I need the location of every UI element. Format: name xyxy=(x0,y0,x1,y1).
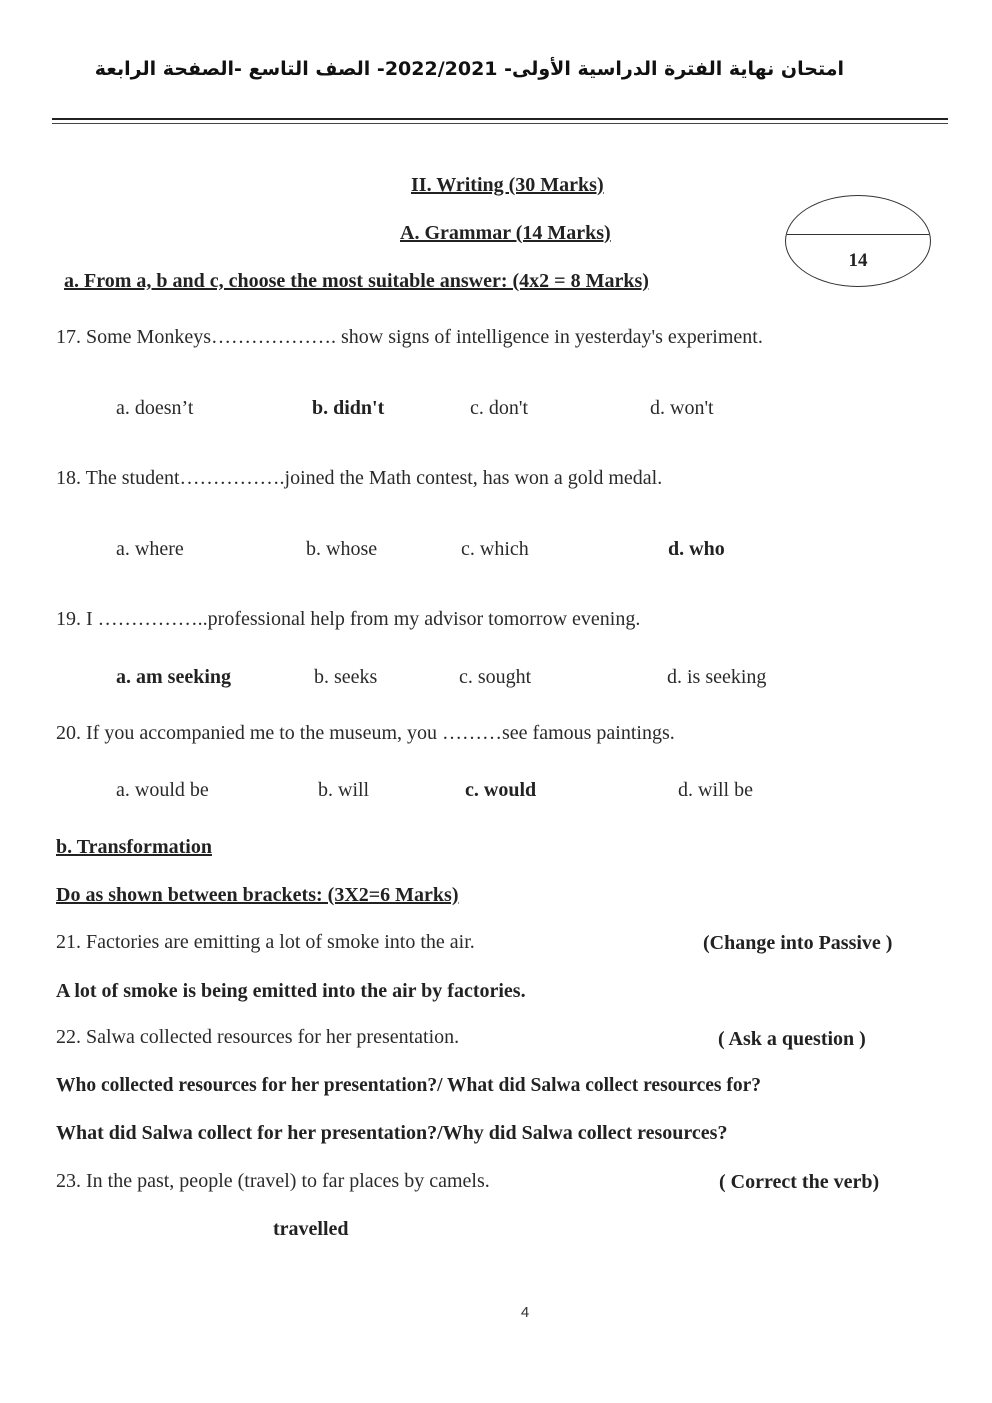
score-oval xyxy=(785,195,931,287)
part-a-instruction: a. From a, b and c, choose the most suitable answer: (4x2 = 8 Marks) xyxy=(64,270,649,292)
score-value: 14 xyxy=(848,250,868,271)
q18-option-a: a. where xyxy=(116,538,184,560)
q17-option-a: a. doesn’t xyxy=(116,397,194,419)
question-20: 20. If you accompanied me to the museum, you ………see famous paintings. xyxy=(56,722,675,744)
q18-option-b: b. whose xyxy=(306,538,378,560)
q19-option-b: b. seeks xyxy=(314,666,378,688)
q20-option-c-answer: c. would xyxy=(465,779,537,801)
question-17: 17. Some Monkeys………………. show signs of intelligence in yesterday's experiment. xyxy=(56,326,763,348)
header-rule-thick xyxy=(52,118,948,120)
q20-option-d: d. will be xyxy=(678,779,753,801)
item-21-instruction: (Change into Passive ) xyxy=(703,932,893,954)
page-number: 4 xyxy=(520,1304,530,1321)
item-21: 21. Factories are emitting a lot of smoke into the air. xyxy=(56,931,475,953)
q18-option-d-answer: d. who xyxy=(668,538,725,560)
item-23-instruction: ( Correct the verb) xyxy=(719,1171,880,1193)
q19-option-a-answer: a. am seeking xyxy=(116,666,231,688)
part-b-title: b. Transformation xyxy=(56,836,212,858)
item-22-answer-2: What did Salwa collect for her presentation?/Why did Salwa collect resources? xyxy=(56,1122,728,1144)
q17-option-b-answer: b. didn't xyxy=(312,397,385,419)
question-18: 18. The student…………….joined the Math contest, has won a gold medal. xyxy=(56,467,663,489)
item-22: 22. Salwa collected resources for her presentation. xyxy=(56,1026,460,1048)
q18-option-c: c. which xyxy=(461,538,529,560)
q17-option-d: d. won't xyxy=(650,397,714,419)
section-title: II. Writing (30 Marks) xyxy=(411,174,604,196)
section-subtitle: A. Grammar (14 Marks) xyxy=(400,222,611,244)
score-divider xyxy=(786,234,930,235)
item-22-instruction: ( Ask a question ) xyxy=(718,1028,866,1050)
q17-option-c: c. don't xyxy=(470,397,529,419)
q20-option-b: b. will xyxy=(318,779,370,801)
question-19: 19. I ……………..professional help from my advisor tomorrow evening. xyxy=(56,608,641,630)
exam-header-arabic: امتحان نهاية الفترة الدراسية الأولى- 2022/2021- الصف التاسع -الصفحة الرابعة xyxy=(94,58,844,80)
item-22-answer-1: Who collected resources for her presentation?/ What did Salwa collect resources for? xyxy=(56,1075,761,1096)
item-21-answer: A lot of smoke is being emitted into the air by factories. xyxy=(56,980,526,1002)
header-rule-thin xyxy=(52,123,948,124)
q20-option-a: a. would be xyxy=(116,779,209,801)
item-23-answer: travelled xyxy=(273,1218,349,1240)
item-23: 23. In the past, people (travel) to far places by camels. xyxy=(56,1170,490,1192)
q19-option-c: c. sought xyxy=(459,666,532,688)
q19-option-d: d. is seeking xyxy=(667,666,767,688)
part-b-instruction: Do as shown between brackets: (3X2=6 Marks) xyxy=(56,884,459,906)
